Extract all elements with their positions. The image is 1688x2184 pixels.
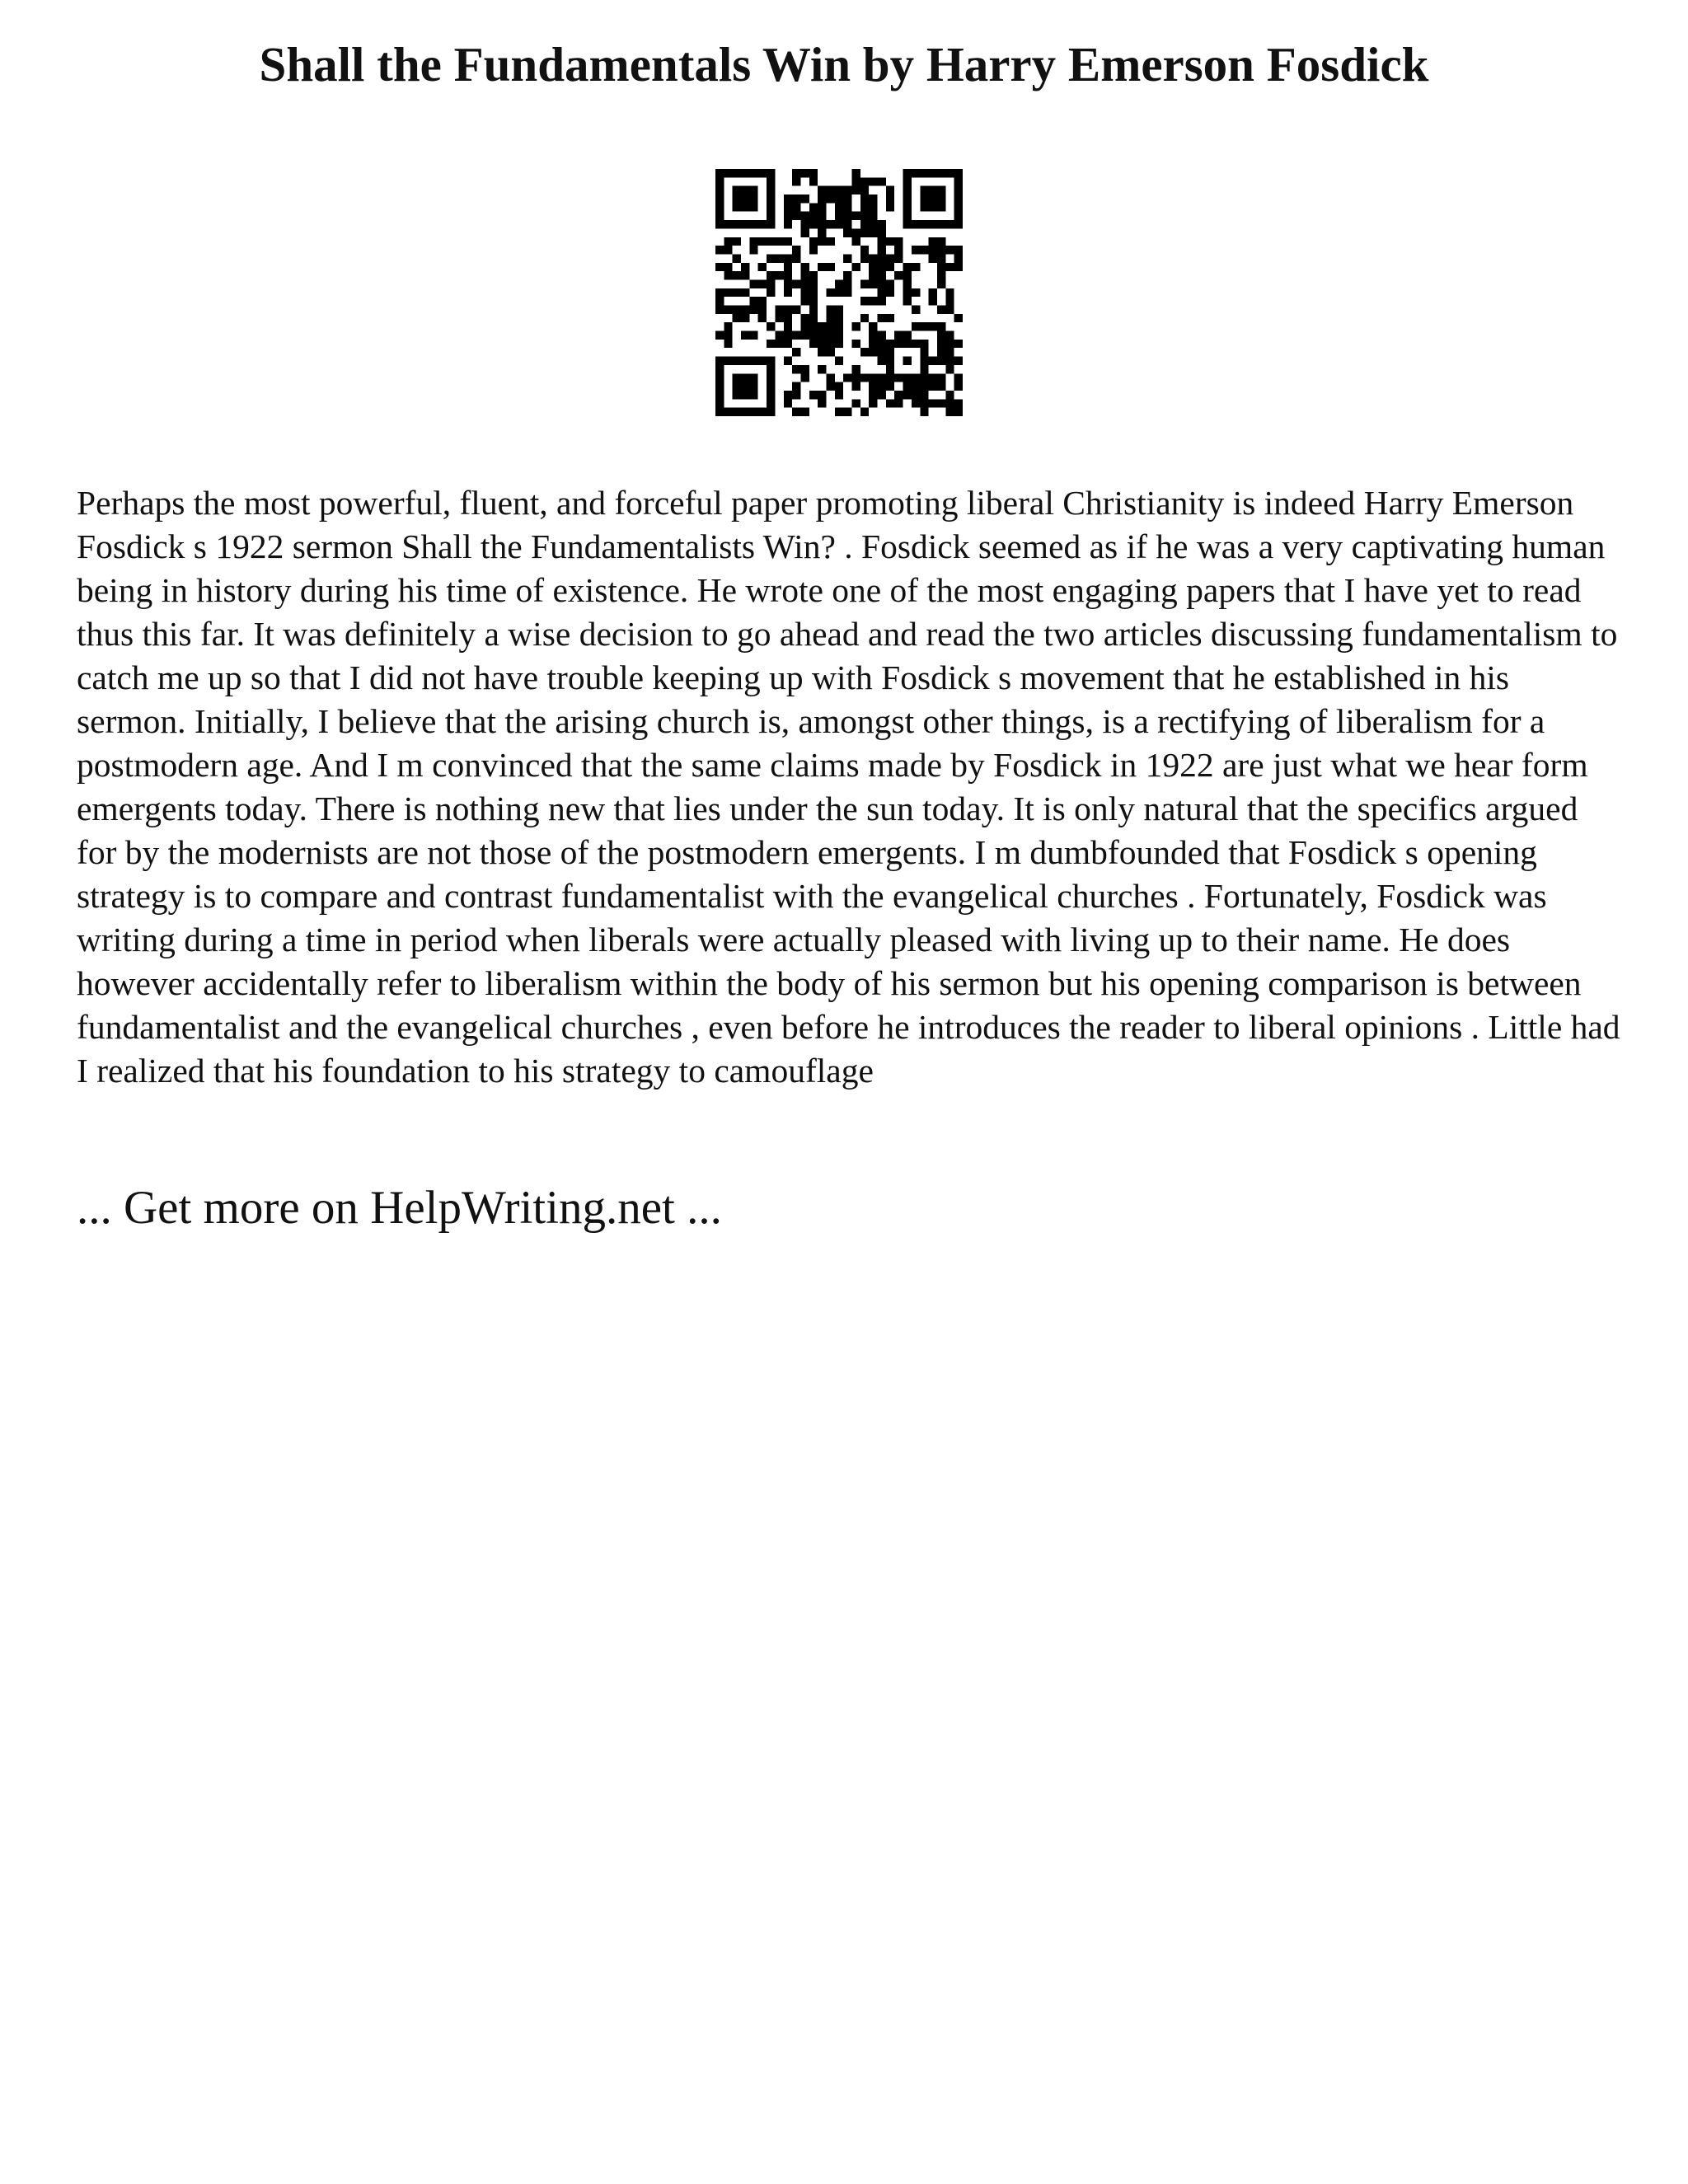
get-more-link[interactable]: ... Get more on HelpWriting.net ...	[77, 1182, 722, 1234]
body-paragraph: Perhaps the most powerful, fluent, and forceful paper promoting liberal Christianity is indeed Harry Emerson Fosdick s 1922 sermon Shall the Fundamentalists Win? . Fosdick seemed as if he was a very captivating human being in history during his time of existence. He wrote one of the most engaging papers that I have yet to read thus this far. It was definitely a wise decision to go ahead and read the two articles discussing fundamentalism to catch me up so that I did not have trouble keeping up with Fosdick s movement that he established in his sermon. Initially, I believe that the arising church is, amongst other things, is a rectifying of liberalism for a postmodern age. And I m convinced that the same claims made by Fosdick in 1922 are just what we hear form emergents today. There is nothing new that lies under the sun today. It is only natural that the specifics argued for by the modernists are not those of the postmodern emergents. I m dumbfounded that Fosdick s opening strategy is to compare and contrast fundamentalist with the evangelical churches . Fortunately, Fosdick was writing during a time in period when liberals were actually pleased with living up to their name. He does however accidentally refer to liberalism within the body of his sermon but his opening comparison is between fundamentalist and the evangelical churches , even before he introduces the reader to liberal opinions . Little had I realized that his foundation to his strategy to camouflage	[77, 484, 1620, 1090]
qr-code-icon[interactable]	[715, 169, 963, 416]
qr-code-graphic	[715, 169, 963, 416]
document-title: Shall the Fundamentals Win by Harry Emerson Fosdick	[259, 37, 1429, 91]
